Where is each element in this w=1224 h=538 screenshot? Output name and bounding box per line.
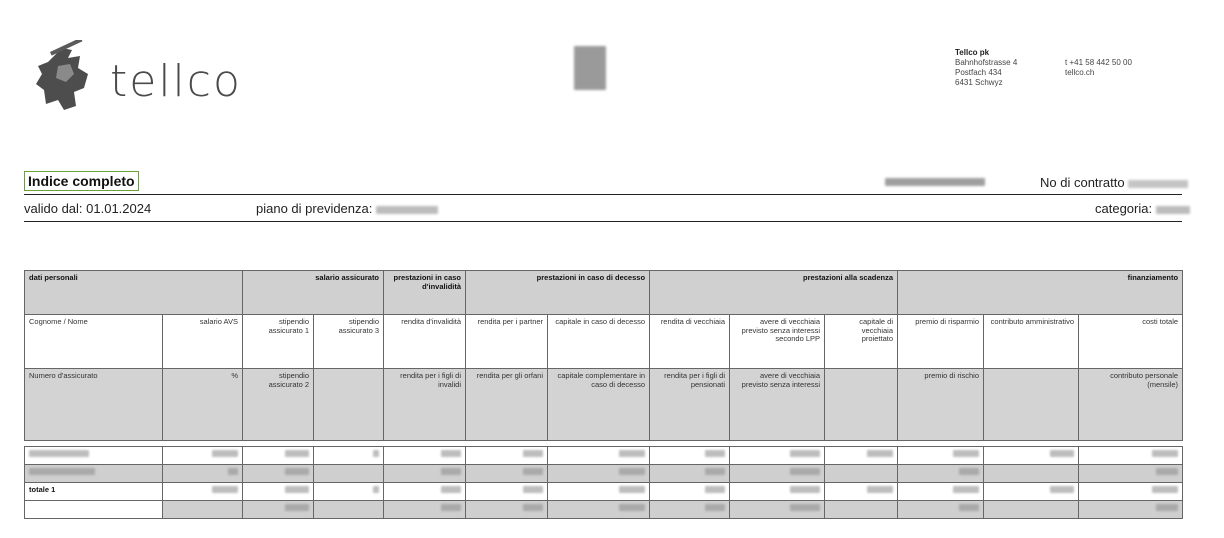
company-contact [1065, 58, 1175, 78]
table-row [25, 465, 1183, 483]
plan [256, 201, 438, 216]
group-personal: dati personali [25, 271, 243, 315]
col-avere-lpp: avere di vecchiaia previsto senza interessi secondo LPP [730, 315, 825, 369]
company-name: Tellco pk [955, 48, 990, 57]
summary-table [24, 270, 1183, 519]
table-row-total [25, 483, 1183, 501]
col-avere: avere di vecchiaia previsto senza interessi [730, 369, 825, 441]
contract-label: No di contratto [1040, 175, 1125, 190]
col-stip1: stipendio assicurato 1 [243, 315, 314, 369]
col-rend-vecch: rendita di vecchiaia [650, 315, 730, 369]
tellco-logo [28, 40, 268, 120]
col-name: Cognome / Nome [25, 315, 163, 369]
category-label: categoria: [1095, 201, 1153, 216]
col-pct: % [163, 369, 243, 441]
table-row [25, 447, 1183, 465]
col-rend-inv: rendita d'invalidità [384, 315, 466, 369]
plan-value-blurred [376, 206, 438, 214]
group-financing: finanziamento [898, 271, 1183, 315]
col-cap-vecch: capitale di vecchiaia proiettato [825, 315, 898, 369]
total-label: totale 1 [25, 483, 163, 501]
subtitle-rule [24, 221, 1182, 222]
group-salary: salario assicurato [243, 271, 384, 315]
col-costi: costi totale [1079, 315, 1183, 369]
table-row-total-2 [25, 501, 1183, 519]
col-contrib-amm: contributo amministrativo [984, 315, 1079, 369]
col-empty [314, 369, 384, 441]
group-maturity: prestazioni alla scadenza [650, 271, 898, 315]
table-subheader-1 [25, 315, 1183, 369]
qr-code [574, 46, 606, 90]
category-value-blurred [1156, 206, 1190, 214]
col-rend-partner: rendita per i partner [466, 315, 548, 369]
address-line-1: Bahnhofstrasse 4 [955, 58, 1018, 67]
col-cap-compl: capitale complementare in caso di decesso [548, 369, 650, 441]
company-address [955, 48, 1055, 88]
col-premio-risp: premio di risparmio [898, 315, 984, 369]
contract-number [1040, 175, 1188, 190]
page-title: Indice completo [24, 171, 139, 191]
website: tellco.ch [1065, 68, 1095, 77]
table-group-header [25, 271, 1183, 315]
valid-from: valido dal: 01.01.2024 [24, 201, 152, 216]
col-numero: Numero d'assicurato [25, 369, 163, 441]
title-rule [24, 194, 1182, 195]
col-rend-figli-inv: rendita per i figli di invalidi [384, 369, 466, 441]
group-death: prestazioni in caso di decesso [466, 271, 650, 315]
address-line-2: Postfach 434 [955, 68, 1002, 77]
group-disability: prestazioni in caso d'invalidità [384, 271, 466, 315]
mascot-icon [28, 40, 108, 120]
phone: t +41 58 442 50 00 [1065, 58, 1132, 67]
col-rend-orfani: rendita per gli orfani [466, 369, 548, 441]
col-premio-rischio: premio di rischio [898, 369, 984, 441]
col-avs: salario AVS [163, 315, 243, 369]
col-stip3: stipendio assicurato 3 [314, 315, 384, 369]
col-stip2: stipendio assicurato 2 [243, 369, 314, 441]
contract-value-blurred [1128, 180, 1188, 188]
col-empty [825, 369, 898, 441]
address-line-3: 6431 Schwyz [955, 78, 1003, 87]
col-contrib-pers: contributo personale (mensile) [1079, 369, 1183, 441]
col-empty [984, 369, 1079, 441]
category [1095, 201, 1190, 216]
table-subheader-2 [25, 369, 1183, 441]
logo-text: tellco [110, 56, 242, 107]
col-rend-figli-pens: rendita per i figli di pensionati [650, 369, 730, 441]
col-cap-decesso: capitale in caso di decesso [548, 315, 650, 369]
plan-label: piano di previdenza: [256, 201, 373, 216]
company-blurred [885, 178, 985, 186]
